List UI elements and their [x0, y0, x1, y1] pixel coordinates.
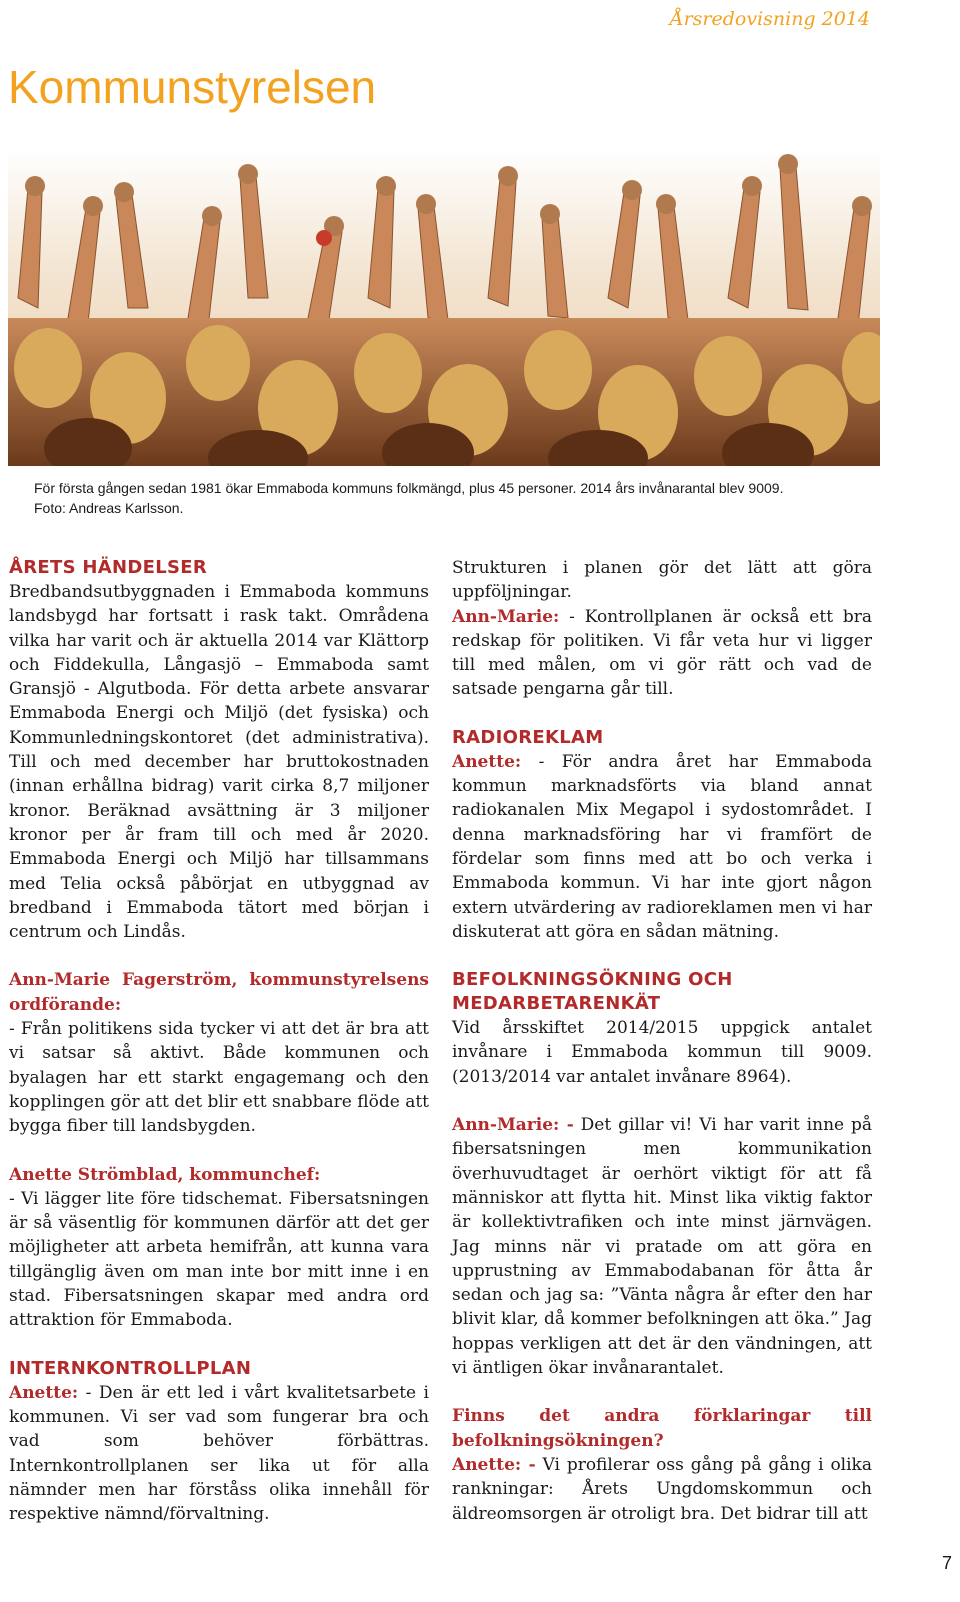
speaker-label: Anette:	[9, 1382, 79, 1403]
speaker-label: Anette:	[452, 751, 522, 772]
paragraph	[452, 1113, 872, 1380]
left-column	[9, 556, 429, 1526]
paragraph	[452, 605, 872, 702]
paragraph-text: - Den är ett led i vårt kvalitetsarbete i kommunen. Vi ser vad som fungerar bra och vad som behöver förbättras. Internkontrollplanen ser lika ut för alla nämnder men har förståss olika innehåll för respektive nämnd/förvaltning.	[9, 1382, 429, 1525]
question: Finns det andra förklaringar till befolkningsökningen?	[452, 1406, 872, 1451]
speaker-label: Anette Strömblad, kommunchef:	[9, 1164, 321, 1185]
right-column	[452, 556, 872, 1526]
heading-medarbetarenkat: MEDARBETARENKÄT	[452, 993, 661, 1015]
speaker-label: Anette: -	[452, 1454, 536, 1475]
report-tag: Årsredovisning 2014	[669, 8, 870, 30]
paragraph	[452, 1453, 872, 1526]
paragraph: - Vi lägger lite före tidschemat. Fibersatsningen är så väsentlig för kommunen därför att det ger möjligheter att arbeta hemifrån, att kunna vara tillgänglig även om man inte bor mitt inne i en stad. Fibersatsningen skapar med andra ord attraktion för Emmaboda.	[9, 1188, 429, 1331]
paragraph: - Från politikens sida tycker vi att det är bra att vi satsar så aktivt. Både kommunen och byalagen har ett starkt engagemang och den kopplingen gör att det blir ett snabbare flöde att bygga fiber till landsbygden.	[9, 1019, 429, 1137]
heading-internkontrollplan: INTERNKONTROLLPLAN	[9, 1357, 252, 1379]
speaker-label: Ann-Marie Fagerström, kommunstyrelsens ordförande:	[9, 970, 429, 1015]
page-title: Kommunstyrelsen	[8, 61, 377, 113]
paragraph	[452, 750, 872, 944]
paragraph: Strukturen i planen gör det lätt att göra uppföljningar.	[452, 558, 872, 603]
paragraph	[9, 1381, 429, 1527]
paragraph-text: Det gillar vi! Vi har varit inne på fibersatsningen men kommunikation överhuvudtaget är oerhört viktigt för att få människor att flytta hit. Minst lika viktig faktor är kollektivtrafiken och inte minst järnvägen. Jag minns när vi pratade om att göra en upprustning av Emmabodabanan för åtta år sedan och jag sa: ”Vänta några år efter den har blivit klar, då kommer befolkningen att öka.” Jag hoppas verkligen att det är den vändningen, att vi äntligen ökar invånarantalet.	[452, 1115, 872, 1379]
heading-befolkningsokning: BEFOLKNINGSÖKNING OCH	[452, 969, 733, 991]
heading-radioreklam: RADIOREKLAM	[452, 726, 604, 748]
paragraph-text: - För andra året har Emmaboda kommun marknadsförts via bland annat radiokanalen Mix Megapol i sydostområdet. I denna marknadsföring har vi framfört de fördelar som finns med att bo och verka i Emmaboda kommun. Vi har inte gjort någon extern utvärdering av radioreklamen men vi har diskuterat att göra en sådan mätning.	[452, 751, 872, 942]
paragraph-text: - Kontrollplanen är också ett bra redskap för politiken. Vi får veta hur vi ligger till med målen, om vi gör rätt och vad de satsade pengarna går till.	[452, 606, 872, 700]
paragraph: Bredbandsutbyggnaden i Emmaboda kommuns landsbygd har fortsatt i rask takt. Områdena vilka har varit och är aktuella 2014 var Klättorp och Fiddekulla, Långasjö – Emmaboda samt Gransjö - Algutboda. För detta arbete ansvarar Emmaboda Energi och Miljö (det fysiska) och Kommunledningskontoret (det administrativa). Till och med december har bruttokostnaden (innan erhållna bidrag) varit cirka 8,7 miljoner kronor. Beräknad avsättning är 3 miljoner kronor per år fram till och med år 2020. Emmaboda Energi och Miljö har tillsammans med Telia också påbörjat en utbyggnad av bredband i Emmaboda tätort med början i centrum och Lindås.	[9, 582, 429, 943]
crowd-photo	[8, 148, 880, 466]
paragraph-text: Vi profilerar oss gång på gång i olika rankningar: Årets Ungdomskommun och äldreomsorgen är otroligt bra. Det bidrar till att	[452, 1454, 872, 1524]
page-number: 7	[941, 1553, 952, 1573]
paragraph: Vid årsskiftet 2014/2015 uppgick antalet invånare i Emmaboda kommun till 9009. (2013/2014 var antalet invånare 8964).	[452, 1018, 872, 1087]
heading-arets-handelser: ÅRETS HÄNDELSER	[9, 557, 207, 578]
caption-line-1: För första gången sedan 1981 ökar Emmaboda kommuns folkmängd, plus 45 personer. 2014 års invånarantal blev 9009.	[34, 480, 784, 496]
photo-caption	[34, 478, 894, 518]
crowd-photo-icon	[8, 148, 880, 466]
caption-credit: Foto: Andreas Karlsson.	[34, 500, 184, 516]
speaker-label: Ann-Marie: -	[452, 1115, 574, 1136]
speaker-label: Ann-Marie:	[452, 606, 560, 627]
